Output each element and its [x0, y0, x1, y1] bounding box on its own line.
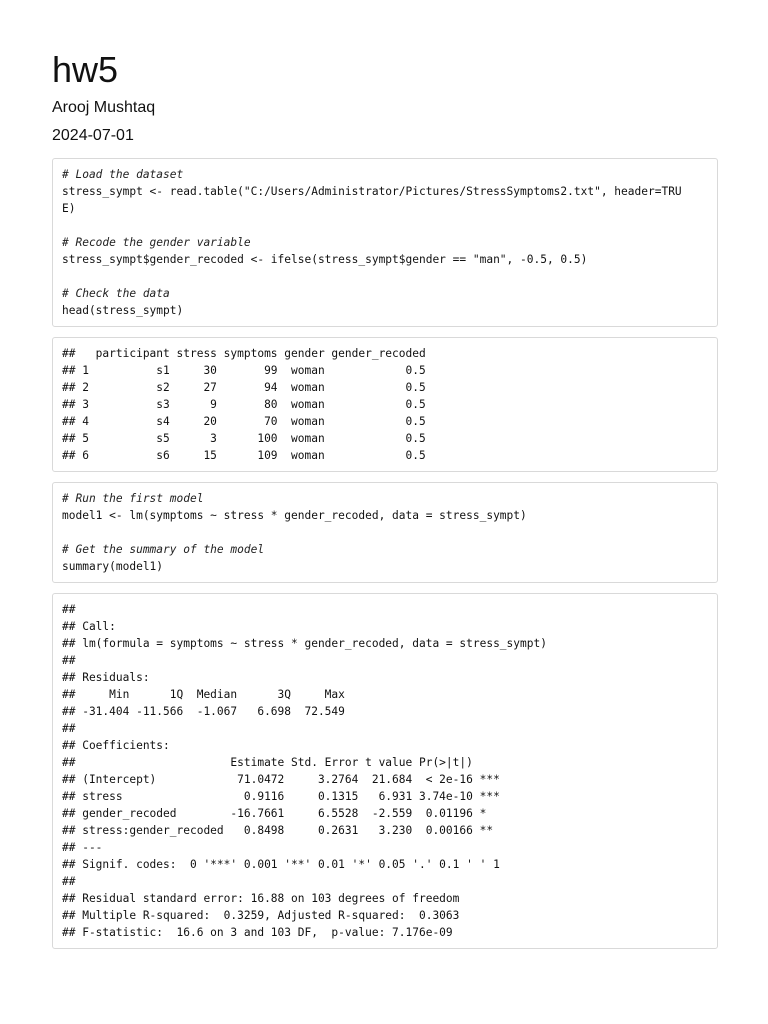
output-line: ## (Intercept) 71.0472 3.2764 21.684 < 2e-16 ***: [62, 773, 500, 786]
code-line: [62, 524, 708, 541]
output-line: ##: [62, 603, 76, 616]
code-line: [62, 268, 708, 285]
document: [52, 48, 718, 949]
output-line: ## 4 s4 20 70 woman 0.5: [62, 415, 426, 428]
output-line: ##: [62, 722, 76, 735]
output-line: ## stress:gender_recoded 0.8498 0.2631 3.230 0.00166 **: [62, 824, 494, 837]
code-chunk: [52, 158, 718, 327]
code-comment-line: # Get the summary of the model: [62, 543, 265, 556]
output-line: ## Residuals:: [62, 671, 150, 684]
code-chunk: [52, 482, 718, 583]
output-line: ## 5 s5 3 100 woman 0.5: [62, 432, 426, 445]
code-output-block: [52, 593, 718, 949]
code-line: stress_sympt <- read.table("C:/Users/Administrator/Pictures/StressSymptoms2.txt", header=TRU: [62, 185, 682, 198]
output-line: ## lm(formula = symptoms ~ stress * gender_recoded, data = stress_sympt): [62, 637, 547, 650]
output-line: ## gender_recoded -16.7661 6.5528 -2.559 0.01196 *: [62, 807, 487, 820]
code-line: head(stress_sympt): [62, 304, 184, 317]
output-line: ## participant stress symptoms gender gender_recoded: [62, 347, 426, 360]
document-author: Arooj Mushtaq: [52, 99, 156, 116]
output-line: ## 1 s1 30 99 woman 0.5: [62, 364, 426, 377]
code-comment-line: # Check the data: [62, 287, 170, 300]
code-output-block: [52, 337, 718, 472]
code-comment-line: # Load the dataset: [62, 168, 184, 181]
output-line: ## Residual standard error: 16.88 on 103 degrees of freedom: [62, 892, 460, 905]
output-line: ##: [62, 875, 76, 888]
output-line: ## Min 1Q Median 3Q Max: [62, 688, 345, 701]
code-line: stress_sympt$gender_recoded <- ifelse(stress_sympt$gender == "man", -0.5, 0.5): [62, 253, 588, 266]
code-line: [62, 217, 708, 234]
output-line: ## F-statistic: 16.6 on 3 and 103 DF, p-value: 7.176e-09: [62, 926, 453, 939]
code-line: summary(model1): [62, 560, 164, 573]
code-comment-line: # Run the first model: [62, 492, 204, 505]
output-line: ## 2 s2 27 94 woman 0.5: [62, 381, 426, 394]
document-title: hw5: [52, 49, 119, 90]
output-line: ## Multiple R-squared: 0.3259, Adjusted R-squared: 0.3063: [62, 909, 460, 922]
output-line: ## ---: [62, 841, 103, 854]
output-line: ## 3 s3 9 80 woman 0.5: [62, 398, 426, 411]
output-line: ## -31.404 -11.566 -1.067 6.698 72.549: [62, 705, 345, 718]
output-line: ## 6 s6 15 109 woman 0.5: [62, 449, 426, 462]
document-date: 2024-07-01: [52, 127, 134, 144]
output-line: ## stress 0.9116 0.1315 6.931 3.74e-10 ***: [62, 790, 500, 803]
content-blocks: [52, 158, 718, 949]
code-line: model1 <- lm(symptoms ~ stress * gender_recoded, data = stress_sympt): [62, 509, 527, 522]
output-line: ## Call:: [62, 620, 116, 633]
output-line: ## Estimate Std. Error t value Pr(>|t|): [62, 756, 473, 769]
output-line: ## Coefficients:: [62, 739, 170, 752]
output-line: ##: [62, 654, 76, 667]
code-comment-line: # Recode the gender variable: [62, 236, 251, 249]
output-line: ## Signif. codes: 0 '***' 0.001 '**' 0.01 '*' 0.05 '.' 0.1 ' ' 1: [62, 858, 500, 871]
code-line: E): [62, 202, 76, 215]
